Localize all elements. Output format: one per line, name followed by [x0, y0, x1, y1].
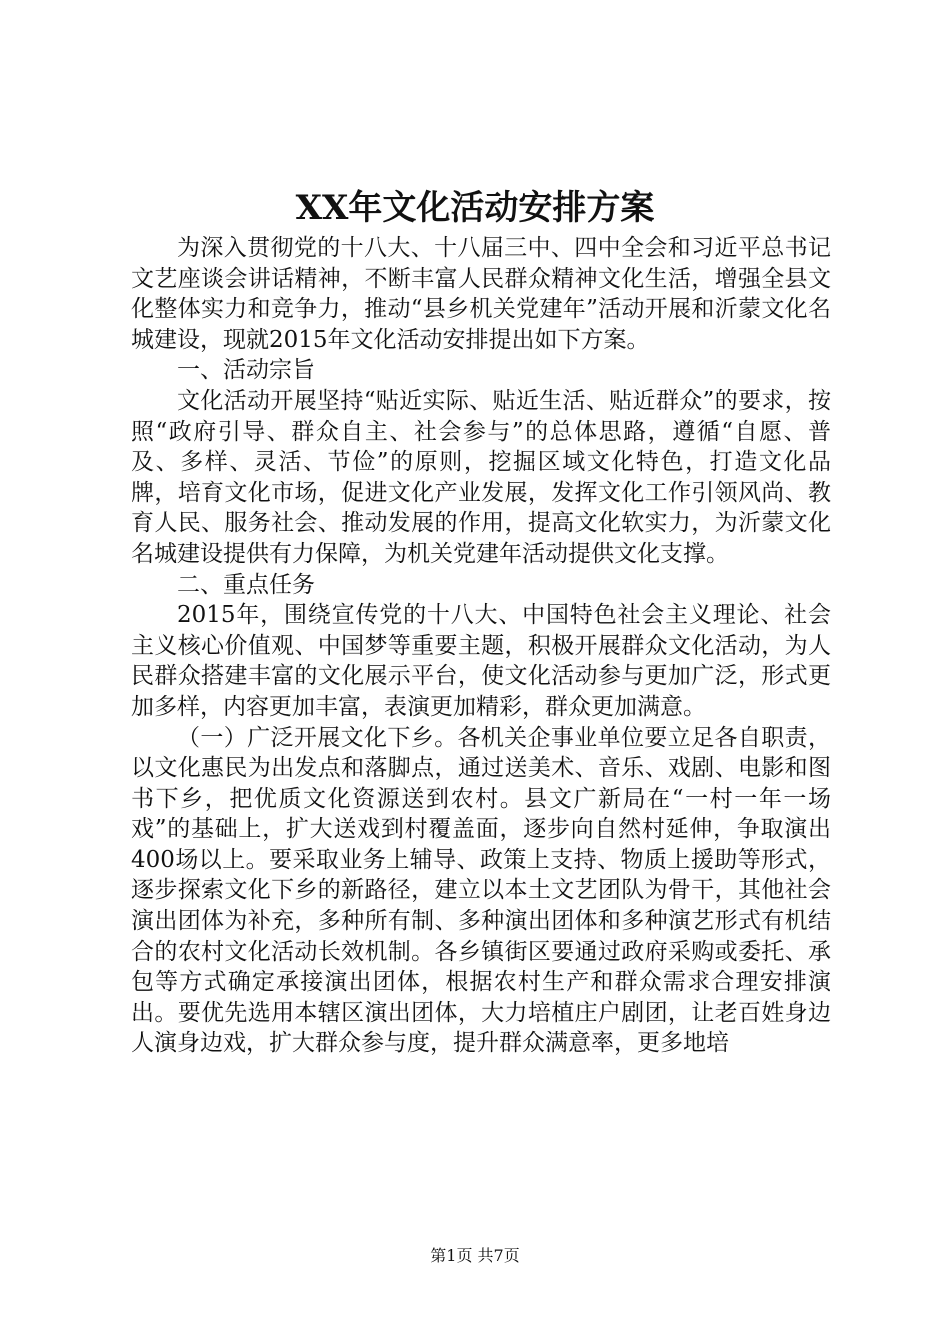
- tasks-paragraph: 2015年，围绕宣传党的十八大、中国特色社会主义理论、社会主义核心价值观、中国梦等重要主题，积极开展群众文化活动，为人民群众搭建丰富的文化展示平台，使文化活动参与更加广泛，形式更加多样，内容更加丰富，表演更加精彩，群众更加满意。: [131, 602, 831, 720]
- page-number-footer: 第1页 共7页: [430, 1246, 520, 1265]
- document-body: [131, 233, 831, 1059]
- task-one-paragraph: （一）广泛开展文化下乡。各机关企事业单位要立足各自职责，以文化惠民为出发点和落脚点，通过送美术、音乐、戏剧、电影和图书下乡，把优质文化资源送到农村。县文广新局在“一村一年一场戏”的基础上，扩大送戏到村覆盖面，逐步向自然村延伸，争取演出400场以上。要采取业务上辅导、政策上支持、物质上援助等形式，逐步探索文化下乡的新路径，建立以本土文艺团队为骨干，其他社会演出团体为补充，多种所有制、多种演出团体和多种演艺形式有机结合的农村文化活动长效机制。各乡镇街区要通过政府采购或委托、承包等方式确定承接演出团体，根据农村生产和群众需求合理安排演出。要优先选用本辖区演出团体，大力培植庄户剧团，让老百姓身边人演身边戏，扩大群众参与度，提升群众满意率，更多地培: [131, 724, 831, 1057]
- section-heading-purpose: 一、活动宗旨: [177, 357, 315, 384]
- intro-paragraph: 为深入贯彻党的十八大、十八届三中、四中全会和习近平总书记文艺座谈会讲话精神，不断丰富人民群众精神文化生活，增强全县文化整体实力和竞争力，推动“县乡机关党建年”活动开展和沂蒙文化名城建设，现就2015年文化活动安排提出如下方案。: [131, 235, 831, 353]
- purpose-paragraph: 文化活动开展坚持“贴近实际、贴近生活、贴近群众”的要求，按照“政府引导、群众自主、社会参与”的总体思路，遵循“自愿、普及、多样、灵活、节俭”的原则，挖掘区域文化特色，打造文化品牌，培育文化市场，促进文化产业发展，发挥文化工作引领风尚、教育人民、服务社会、推动发展的作用，提高文化软实力，为沂蒙文化名城建设提供有力保障，为机关党建年活动提供文化支撑。: [131, 387, 831, 567]
- section-heading-tasks: 二、重点任务: [177, 571, 315, 598]
- document-title: XX年文化活动安排方案: [295, 188, 655, 228]
